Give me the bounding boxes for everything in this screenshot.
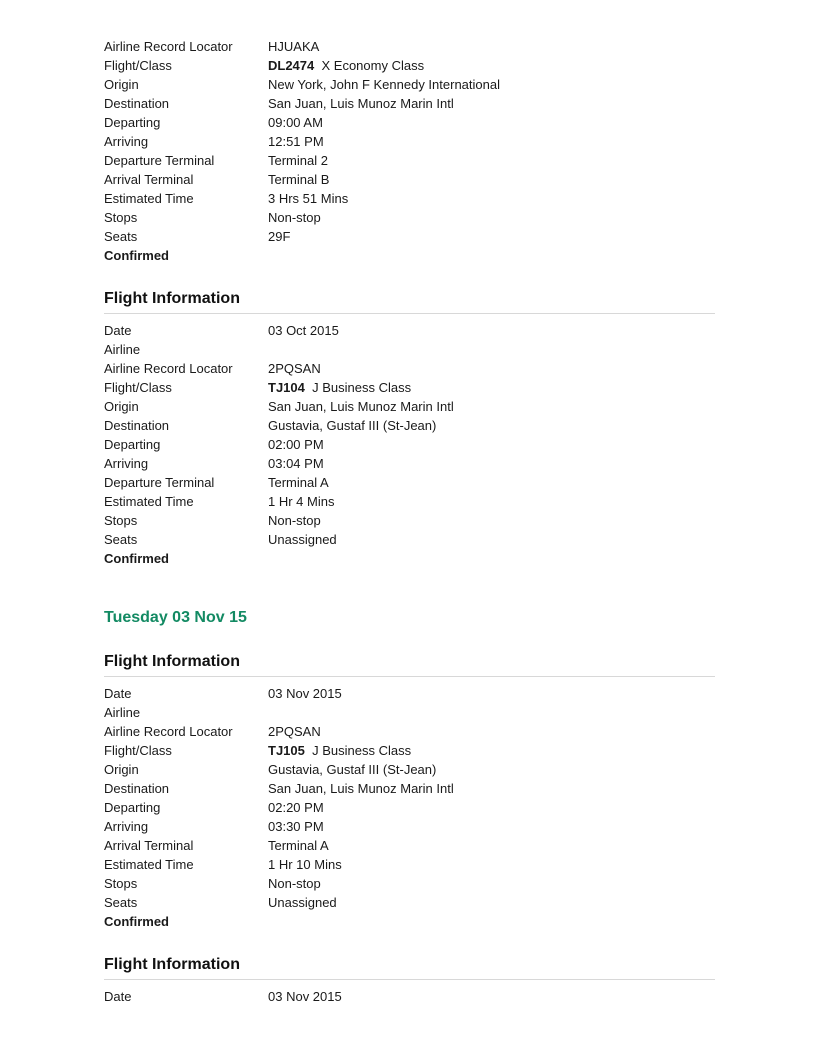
stops-row [104,874,715,893]
date-value: 03 Nov 2015 [268,686,342,701]
seats-value: Unassigned [268,532,337,547]
arriving-row [104,132,715,151]
seats-row [104,227,715,246]
record-locator-value: 2PQSAN [268,361,321,376]
status-confirmed: Confirmed [104,551,169,566]
status-confirmed: Confirmed [104,248,169,263]
date-row [104,987,715,1006]
destination-label: Destination [104,418,170,433]
arrival-terminal-value: Terminal A [268,838,329,853]
airline-row [104,703,715,722]
departure-terminal-value: Terminal A [268,475,329,490]
flight-segment-4 [104,955,715,1006]
record-locator-label: Airline Record Locator [104,724,233,739]
seats-label: Seats [104,895,138,910]
departing-label: Departing [104,437,161,452]
departing-label: Departing [104,800,161,815]
arriving-label: Arriving [104,819,149,834]
flight-class-value [268,56,715,75]
flight-information-heading: Flight Information [104,289,715,314]
origin-row [104,760,715,779]
flight-class-value [268,741,715,760]
stops-row [104,208,715,227]
departing-value: 09:00 AM [268,115,323,130]
flight-class-row [104,378,715,397]
flight-code: TJ105 [268,743,305,758]
airline-label: Airline [104,342,141,357]
airline-row [104,340,715,359]
day-heading: Tuesday 03 Nov 15 [104,609,247,626]
departing-row [104,798,715,817]
flight-class-label: Flight/Class [104,743,172,758]
record-locator-value: HJUAKA [268,39,320,54]
record-locator-label: Airline Record Locator [104,361,233,376]
seats-label: Seats [104,532,138,547]
estimated-time-label: Estimated Time [104,191,194,206]
arriving-row [104,454,715,473]
flight-class: X Economy Class [321,58,425,73]
record-locator-row [104,359,715,378]
airline-label: Airline [104,705,141,720]
origin-row [104,397,715,416]
seats-label: Seats [104,229,138,244]
flight-segment-3 [104,652,715,931]
date-row [104,684,715,703]
estimated-time-label: Estimated Time [104,857,194,872]
record-locator-row [104,722,715,741]
date-row [104,321,715,340]
flight-class: J Business Class [312,743,412,758]
departure-terminal-label: Departure Terminal [104,153,215,168]
stops-row [104,511,715,530]
flight-information-heading: Flight Information [104,955,715,980]
flight-segment-1 [104,37,715,265]
stops-value: Non-stop [268,513,321,528]
destination-value: San Juan, Luis Munoz Marin Intl [268,781,454,796]
stops-label: Stops [104,210,138,225]
origin-value: New York, John F Kennedy International [268,77,500,92]
flight-class-row [104,56,715,75]
flight-code: DL2474 [268,58,315,73]
destination-value: Gustavia, Gustaf III (St-Jean) [268,418,437,433]
destination-row [104,416,715,435]
destination-label: Destination [104,781,170,796]
record-locator-row [104,37,715,56]
arrival-terminal-row [104,836,715,855]
date-value: 03 Oct 2015 [268,323,339,338]
estimated-time-value: 3 Hrs 51 Mins [268,191,349,206]
itinerary-page [104,37,715,1006]
estimated-time-value: 1 Hr 4 Mins [268,494,335,509]
flight-class-label: Flight/Class [104,58,172,73]
destination-row [104,779,715,798]
origin-row [104,75,715,94]
arriving-row [104,817,715,836]
destination-row [104,94,715,113]
airline-value [268,340,715,359]
arrival-terminal-value: Terminal B [268,172,330,187]
departure-terminal-label: Departure Terminal [104,475,215,490]
flight-information-heading: Flight Information [104,652,715,677]
seats-row [104,893,715,912]
arriving-value: 03:30 PM [268,819,324,834]
arrival-terminal-label: Arrival Terminal [104,172,194,187]
departing-label: Departing [104,115,161,130]
departing-value: 02:00 PM [268,437,324,452]
arriving-label: Arriving [104,134,149,149]
origin-value: San Juan, Luis Munoz Marin Intl [268,399,454,414]
estimated-time-row [104,189,715,208]
flight-class-label: Flight/Class [104,380,172,395]
stops-value: Non-stop [268,876,321,891]
flight-class-row [104,741,715,760]
origin-label: Origin [104,77,139,92]
departure-terminal-value: Terminal 2 [268,153,328,168]
arriving-label: Arriving [104,456,149,471]
departure-terminal-row [104,151,715,170]
date-label: Date [104,989,132,1004]
origin-value: Gustavia, Gustaf III (St-Jean) [268,762,437,777]
airline-value [268,703,715,722]
departing-row [104,435,715,454]
departing-value: 02:20 PM [268,800,324,815]
seats-value: Unassigned [268,895,337,910]
arriving-value: 03:04 PM [268,456,324,471]
date-label: Date [104,323,132,338]
seats-value: 29F [268,229,291,244]
stops-label: Stops [104,876,138,891]
flight-class-value [268,378,715,397]
flight-segment-2 [104,289,715,568]
departing-row [104,113,715,132]
seats-row [104,530,715,549]
estimated-time-label: Estimated Time [104,494,194,509]
arriving-value: 12:51 PM [268,134,324,149]
arrival-terminal-row [104,170,715,189]
record-locator-label: Airline Record Locator [104,39,233,54]
estimated-time-row [104,855,715,874]
origin-label: Origin [104,399,139,414]
date-label: Date [104,686,132,701]
flight-class: J Business Class [312,380,412,395]
estimated-time-value: 1 Hr 10 Mins [268,857,342,872]
origin-label: Origin [104,762,139,777]
flight-code: TJ104 [268,380,305,395]
status-confirmed: Confirmed [104,914,169,929]
stops-value: Non-stop [268,210,321,225]
arrival-terminal-label: Arrival Terminal [104,838,194,853]
destination-label: Destination [104,96,170,111]
destination-value: San Juan, Luis Munoz Marin Intl [268,96,454,111]
date-value: 03 Nov 2015 [268,989,342,1004]
stops-label: Stops [104,513,138,528]
record-locator-value: 2PQSAN [268,724,321,739]
departure-terminal-row [104,473,715,492]
estimated-time-row [104,492,715,511]
